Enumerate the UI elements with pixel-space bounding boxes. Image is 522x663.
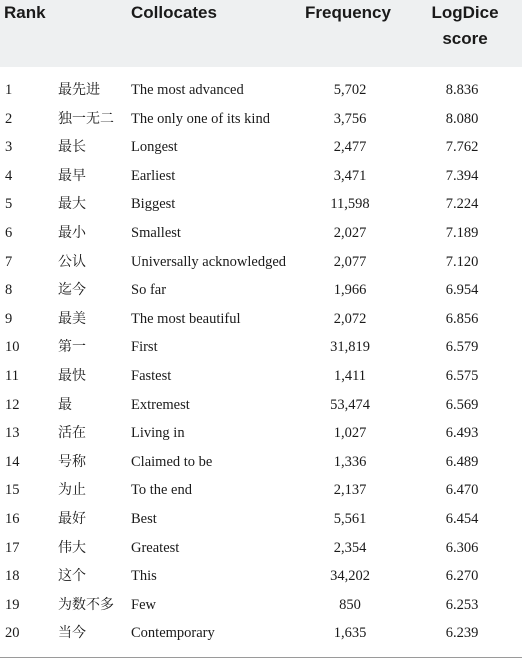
cell-collocate-english: The most beautiful [131,310,241,327]
cell-rank: 5 [5,196,13,213]
cell-frequency: 5,702 [333,82,367,98]
cell-logdice-score: 6.954 [445,282,479,299]
header-rank: Rank [4,3,46,22]
cell-frequency: 2,027 [333,224,367,241]
cell-logdice-score: 6.493 [445,425,479,442]
cell-logdice-score: 7.762 [445,139,479,156]
cell-collocate-chinese: 最大 [58,196,86,213]
cell-collocate-english: Extremest [131,396,190,413]
table-row [0,391,522,420]
cell-logdice-score: 8.836 [445,82,479,98]
cell-frequency: 1,027 [333,425,367,442]
cell-rank: 3 [5,139,13,156]
cell-rank: 4 [5,167,13,184]
table-row [0,219,522,248]
cell-logdice-score: 7.120 [445,253,479,270]
cell-rank: 17 [5,539,20,556]
cell-collocate-chinese: 最 [58,396,72,413]
cell-collocate-chinese: 公认 [58,253,86,270]
header-logdice-score [420,0,510,52]
cell-rank: 6 [5,224,13,241]
cell-collocate-chinese: 独一无二 [58,110,114,127]
cell-frequency: 3,471 [333,167,367,184]
cell-logdice-score: 6.306 [445,539,479,556]
cell-collocate-english: Biggest [131,196,176,213]
header-logdice-line1: LogDice [431,3,499,22]
table-row [0,419,522,448]
cell-rank: 2 [5,110,13,127]
cell-rank: 16 [5,510,20,527]
cell-rank: 13 [5,425,20,442]
table-row [0,162,522,191]
cell-collocate-chinese: 最好 [58,510,86,527]
table-header [0,0,522,67]
cell-collocate-chinese: 活在 [58,425,86,442]
table-row [0,190,522,219]
cell-rank: 20 [5,625,20,642]
table-row [0,333,522,362]
cell-frequency: 31,819 [330,339,370,356]
cell-rank: 9 [5,310,13,327]
cell-collocate-chinese: 最小 [58,224,86,241]
cell-collocate-english: Longest [131,139,178,156]
table-row [0,505,522,534]
cell-collocate-chinese: 当今 [58,625,86,642]
cell-collocate-chinese: 这个 [58,568,86,585]
cell-logdice-score: 6.270 [445,568,479,585]
cell-rank: 10 [5,339,20,356]
table-body [0,76,522,648]
cell-rank: 14 [5,453,20,470]
header-logdice-line2: score [442,29,488,48]
cell-collocate-chinese: 最快 [58,367,86,384]
cell-collocate-chinese: 伟大 [58,539,86,556]
cell-collocate-chinese: 第一 [58,339,86,356]
cell-frequency: 2,137 [333,482,367,499]
cell-collocate-english: Best [131,510,157,527]
cell-logdice-score: 7.189 [445,224,479,241]
cell-collocate-english: Greatest [131,539,180,556]
cell-collocate-english: Fastest [131,367,172,384]
table-row [0,362,522,391]
cell-collocate-chinese: 为止 [58,482,86,499]
cell-collocate-english: Living in [131,425,185,442]
cell-frequency: 850 [339,596,361,613]
table-row [0,305,522,334]
table-row [0,591,522,620]
cell-rank: 8 [5,282,13,299]
cell-collocate-chinese: 为数不多 [58,596,114,613]
cell-logdice-score: 6.454 [445,510,479,527]
table-row [0,562,522,591]
table-row [0,76,522,105]
table-bottom-rule [0,657,522,658]
cell-collocate-english: Claimed to be [131,453,213,470]
cell-frequency: 2,077 [333,253,367,270]
cell-collocate-english: So far [131,282,167,299]
cell-collocate-chinese: 最早 [58,167,86,184]
cell-collocate-english: Earliest [131,167,176,184]
table-row [0,448,522,477]
cell-rank: 12 [5,396,20,413]
cell-logdice-score: 6.489 [445,453,479,470]
cell-frequency: 1,411 [333,367,367,384]
cell-rank: 15 [5,482,20,499]
cell-logdice-score: 6.856 [445,310,479,327]
cell-collocate-chinese: 迄今 [58,282,86,299]
cell-collocate-english: The most advanced [131,82,244,98]
cell-logdice-score: 6.575 [445,367,479,384]
table-row [0,619,522,648]
cell-frequency: 2,354 [333,539,367,556]
table-row [0,476,522,505]
cell-rank: 11 [5,367,19,384]
cell-collocate-chinese: 最长 [58,139,86,156]
cell-frequency: 53,474 [330,396,370,413]
cell-collocate-english: First [131,339,158,356]
cell-frequency: 1,966 [333,282,367,299]
cell-collocate-english: Contemporary [131,625,215,642]
cell-frequency: 5,561 [333,510,367,527]
cell-collocate-chinese: 最美 [58,310,86,327]
table-row [0,534,522,563]
cell-collocate-english: Few [131,596,156,613]
cell-logdice-score: 8.080 [445,110,479,127]
cell-rank: 19 [5,596,20,613]
cell-collocate-english: The only one of its kind [131,110,270,127]
cell-rank: 1 [5,82,13,98]
cell-logdice-score: 7.224 [445,196,479,213]
cell-frequency: 11,598 [330,196,370,213]
cell-frequency: 1,635 [333,625,367,642]
cell-collocate-chinese: 最先进 [58,82,100,98]
table-row [0,276,522,305]
cell-logdice-score: 6.470 [445,482,479,499]
table-row [0,105,522,134]
cell-collocate-english: This [131,568,157,585]
cell-logdice-score: 6.579 [445,339,479,356]
cell-logdice-score: 6.253 [445,596,479,613]
cell-collocate-english: To the end [131,482,192,499]
cell-collocate-english: Smallest [131,224,181,241]
cell-frequency: 3,756 [333,110,367,127]
cell-frequency: 34,202 [330,568,370,585]
cell-rank: 7 [5,253,13,270]
cell-collocate-english: Universally acknowledged [131,253,287,270]
cell-logdice-score: 7.394 [445,167,479,184]
cell-frequency: 2,072 [333,310,367,327]
cell-collocate-chinese: 号称 [58,453,86,470]
cell-logdice-score: 6.569 [445,396,479,413]
header-frequency: Frequency [305,3,391,22]
header-collocates: Collocates [131,3,217,22]
table-row [0,248,522,277]
cell-frequency: 2,477 [333,139,367,156]
cell-logdice-score: 6.239 [445,625,479,642]
cell-frequency: 1,336 [333,453,367,470]
table-row [0,133,522,162]
cell-rank: 18 [5,568,20,585]
